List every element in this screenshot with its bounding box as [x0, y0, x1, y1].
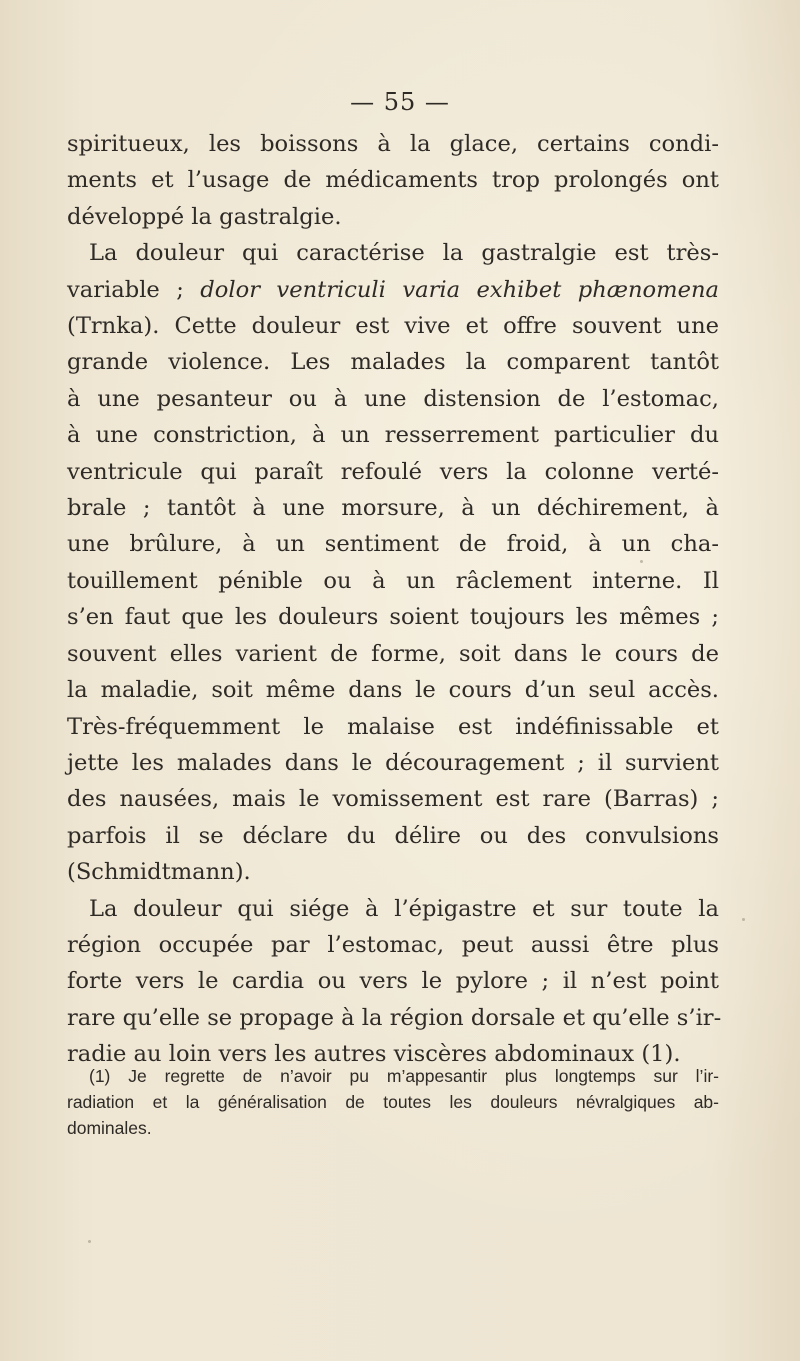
body-line: la maladie, soit même dans le cours d’un seul accès. — [67, 677, 719, 704]
body-line: ventricule qui paraît refoulé vers la colonne verté- — [67, 458, 719, 485]
body-line: brale ; tantôt à une morsure, à un déchirement, à — [67, 495, 719, 522]
paper-speck — [88, 1240, 91, 1243]
body-line: (Trnka). Cette douleur est vive et offre souvent une — [67, 313, 719, 340]
footnote — [67, 1063, 719, 1141]
body-line: La douleur qui siége à l’épigastre et sur toute la — [89, 895, 719, 922]
body-line: parfois il se déclare du délire ou des convulsions — [67, 822, 719, 849]
body-line: s’en faut que les douleurs soient toujours les mêmes ; — [67, 604, 719, 631]
body-line: région occupée par l’estomac, peut aussi être plus — [67, 931, 719, 958]
footnote-line: radiation et la généralisation de toutes les douleurs névralgiques ab- — [67, 1092, 719, 1112]
body-line: forte vers le cardia ou vers le pylore ; il n’est point — [67, 968, 719, 995]
body-line: spiritueux, les boissons à la glace, certains condi- — [67, 131, 719, 157]
paper-speck — [640, 560, 643, 563]
body-line-prefix: variable ; — [67, 276, 201, 303]
latin-quote: dolor ventriculi varia exhibet phænomena — [200, 276, 719, 303]
footnote-line: dominales. — [67, 1118, 152, 1138]
body-line: à une pesanteur ou à une distension de l’estomac, — [67, 385, 719, 412]
body-line: (Schmidtmann). — [67, 859, 251, 886]
body-line: des nausées, mais le vomissement est rare (Barras) ; — [67, 786, 719, 813]
paper-speck — [742, 918, 745, 921]
body-line: développé la gastralgie. — [67, 203, 342, 230]
body-line: ments et l’usage de médicaments trop prolongés ont — [67, 167, 719, 194]
body-line: rare qu’elle se propage à la région dorsale et qu’elle s’ir- — [67, 1004, 722, 1031]
page-number: — 55 — — [350, 88, 450, 116]
body-line: La douleur qui caractérise la gastralgie est très- — [89, 240, 719, 267]
body-line: grande violence. Les malades la comparent tantôt — [67, 349, 719, 376]
body-line: touillement pénible ou à un râclement interne. Il — [67, 567, 719, 594]
body-line: jette les malades dans le découragement ; il survient — [67, 749, 719, 776]
body-line: Très-fréquemment le malaise est indéfinissable et — [67, 713, 719, 740]
body-line: radie au loin vers les autres viscères abdominaux (1). — [67, 1041, 681, 1068]
body-line: à une constriction, à un resserrement particulier du — [67, 422, 719, 449]
body-line-with-latin-quote — [67, 272, 719, 308]
body-line: souvent elles varient de forme, soit dans le cours de — [67, 640, 719, 667]
body-line: une brûlure, à un sentiment de froid, à un cha- — [67, 531, 719, 558]
footnote-line: (1) Je regrette de n’avoir pu m’appesantir plus longtemps sur l’ir- — [89, 1066, 719, 1086]
body-text — [67, 126, 722, 1073]
